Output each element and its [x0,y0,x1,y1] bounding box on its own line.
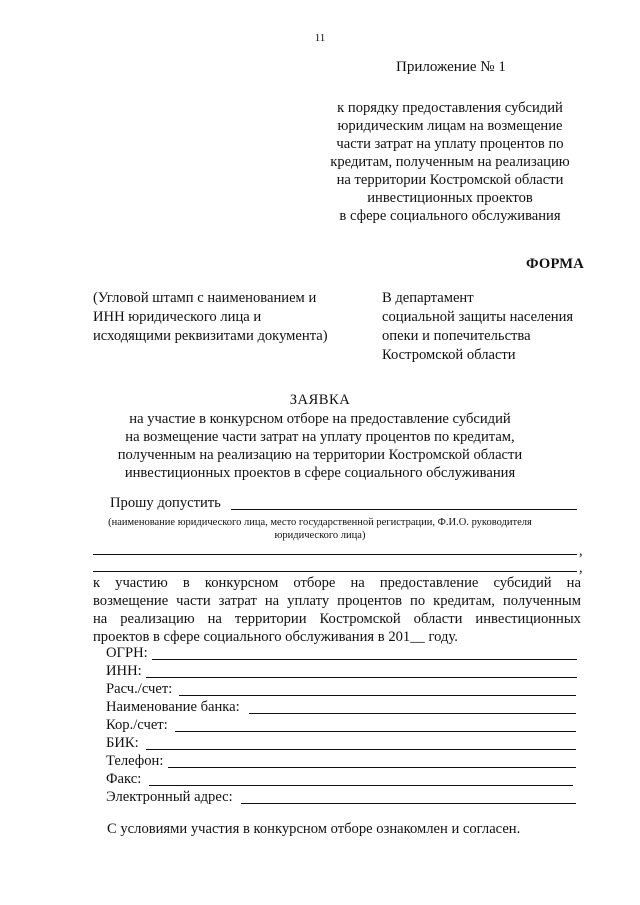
addressee-line: В департамент [382,290,474,306]
approval-line: к порядку предоставления субсидий [337,100,563,116]
field-line-fax[interactable] [149,785,573,786]
note-line: (наименование юридического лица, место государственной регистрации, Ф.И.О. руководителя [108,517,532,528]
word: Костромской [319,611,401,627]
paragraph-line [93,610,581,628]
paragraph-line [93,574,581,592]
comma: , [579,543,583,559]
paragraph-line [93,592,581,610]
field-label-correspondent-account: Кор./счет: [106,717,168,733]
word: на [350,575,365,591]
addressee-line: социальной защиты населения [382,309,574,325]
field-label-phone: Телефон: [106,753,164,769]
word: на [93,611,108,627]
approval-line: в сфере социального обслуживания [339,208,561,224]
word: на [207,611,222,627]
consent-statement: С условиями участия в конкурсном отборе ознакомлен и согласен. [107,821,521,837]
addressee-line: опеки и попечительства [382,328,531,344]
field-line-phone[interactable] [168,767,576,768]
field-line-email[interactable] [241,803,576,804]
word: уплату [287,593,330,609]
word: полученным [502,593,581,609]
word: области [413,611,463,627]
field-label-account: Расч./счет: [106,681,173,697]
approval-line: на территории Костромской области [336,172,564,188]
request-name-line[interactable] [231,509,577,510]
word: реализацию [120,611,195,627]
word: отборе [293,575,336,591]
field-label-inn: ИНН: [106,663,142,679]
request-continuation-line-1[interactable] [93,554,577,555]
field-label-email: Электронный адрес: [106,789,233,805]
approval-line: части затрат на уплату процентов по [336,136,564,152]
application-heading [0,391,640,482]
request-paragraph [93,574,581,646]
field-label-ogrn: ОГРН: [106,645,148,661]
field-line-bik[interactable] [146,749,576,750]
addressee [382,289,573,365]
approval-reference [320,99,580,225]
word: кредитам, [433,593,495,609]
heading-line: на возмещение части затрат на уплату процентов по кредитам, [125,429,515,445]
field-line-bank-name[interactable] [249,713,576,714]
word: затрат [218,593,257,609]
word: участию [115,575,168,591]
page-number: 11 [314,32,326,44]
field-line-account[interactable] [179,695,576,696]
note-line: юридического лица) [274,530,366,541]
appendix-title: Приложение № 1 [396,59,506,75]
stamp-note [93,289,328,346]
field-label-fax: Факс: [106,771,142,787]
heading-line: полученным на реализацию на территории Костромской области [117,447,523,463]
word: территории [234,611,307,627]
field-line-correspondent-account[interactable] [175,731,576,732]
heading-line: на участие в конкурсном отборе на предоставление субсидий [129,411,511,427]
field-label-bik: БИК: [106,735,139,751]
word: конкурсном [204,575,279,591]
word: процентов [337,593,403,609]
addressee-line: Костромской области [382,347,516,363]
field-label-bank-name: Наименование банка: [106,699,240,715]
request-continuation-line-2[interactable] [93,571,577,572]
comma: , [579,560,583,576]
word: в [182,575,190,591]
stamp-line: (Угловой штамп с наименованием и [93,290,317,306]
word: инвестиционных [475,611,581,627]
form-label: ФОРМА [526,256,585,272]
word: на [566,575,581,591]
heading-line: инвестиционных проектов в сфере социального обслуживания [124,465,516,481]
request-label: Прошу допустить [110,495,221,511]
field-line-ogrn[interactable] [152,659,577,660]
approval-line: кредитам, полученным на реализацию [330,154,570,170]
request-note [0,516,640,542]
approval-line: инвестиционных проектов [367,190,533,206]
approval-line: юридическим лицам на возмещение [337,118,563,134]
word: на [264,593,280,609]
field-line-inn[interactable] [146,677,577,678]
word: части [176,593,211,609]
word: предоставление [379,575,479,591]
stamp-line: ИНН юридического лица и [93,309,262,325]
word: по [410,593,426,609]
paragraph-last-line: проектов в сфере социального обслуживания в 201__ году. [93,629,458,645]
stamp-line: исходящими реквизитами документа) [93,328,328,344]
word: к [93,575,101,591]
word: субсидий [493,575,552,591]
application-title: ЗАЯВКА [289,392,351,408]
word: возмещение [93,593,169,609]
